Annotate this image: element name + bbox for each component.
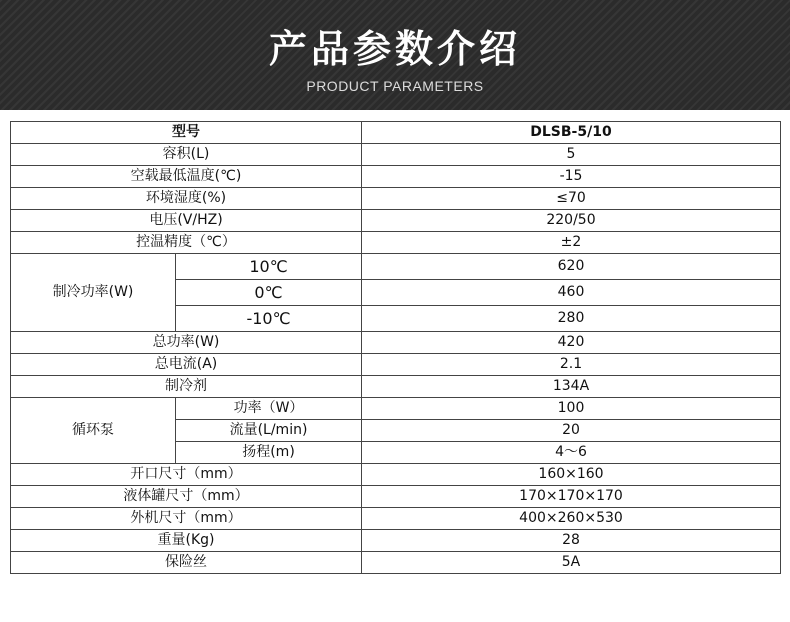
table-row (11, 166, 781, 188)
row-label: 液体罐尺寸（mm） (11, 486, 362, 508)
table-row (11, 210, 781, 232)
row-value: 170×170×170 (362, 486, 781, 508)
table-row (11, 486, 781, 508)
row-label: 空载最低温度(℃) (11, 166, 362, 188)
cooling-temp-label: 10℃ (176, 254, 362, 280)
row-value: 420 (362, 332, 781, 354)
row-value: ±2 (362, 232, 781, 254)
table-row (11, 552, 781, 574)
row-label: 控温精度（℃） (11, 232, 362, 254)
parameters-table (10, 121, 781, 574)
row-label: 重量(Kg) (11, 530, 362, 552)
row-label: 保险丝 (11, 552, 362, 574)
row-value: 5 (362, 144, 781, 166)
table-row (11, 398, 781, 420)
model-value: DLSB-5/10 (362, 122, 781, 144)
pump-param-value: 100 (362, 398, 781, 420)
table-row (11, 508, 781, 530)
cooling-temp-label: -10℃ (176, 306, 362, 332)
pump-param-value: 20 (362, 420, 781, 442)
row-value: -15 (362, 166, 781, 188)
row-label: 开口尺寸（mm） (11, 464, 362, 486)
table-row (11, 376, 781, 398)
pump-param-value: 4～6 (362, 442, 781, 464)
row-label: 容积(L) (11, 144, 362, 166)
pump-param-label: 扬程(m) (176, 442, 362, 464)
table-row (11, 464, 781, 486)
table-row (11, 122, 781, 144)
model-label: 型号 (11, 122, 362, 144)
cooling-temp-label: 0℃ (176, 280, 362, 306)
pump-label: 循环泵 (11, 398, 176, 464)
row-value: 2.1 (362, 354, 781, 376)
table-row (11, 254, 781, 280)
row-label: 总电流(A) (11, 354, 362, 376)
row-label: 外机尺寸（mm） (11, 508, 362, 530)
table-row (11, 144, 781, 166)
page-title: 产品参数介绍 (268, 27, 521, 71)
row-value: 134A (362, 376, 781, 398)
header-banner (0, 0, 790, 110)
table-row (11, 354, 781, 376)
table-row (11, 332, 781, 354)
row-label: 总功率(W) (11, 332, 362, 354)
table-row (11, 188, 781, 210)
pump-param-label: 流量(L/min) (176, 420, 362, 442)
cooling-power-label: 制冷功率(W) (11, 254, 176, 332)
cooling-power-value: 620 (362, 254, 781, 280)
table-row (11, 232, 781, 254)
row-label: 环境湿度(%) (11, 188, 362, 210)
row-label: 电压(V/HZ) (11, 210, 362, 232)
row-value: ≤70 (362, 188, 781, 210)
page-subtitle: PRODUCT PARAMETERS (306, 78, 484, 94)
table-row (11, 530, 781, 552)
cooling-power-value: 280 (362, 306, 781, 332)
row-value: 220/50 (362, 210, 781, 232)
row-value: 5A (362, 552, 781, 574)
row-value: 160×160 (362, 464, 781, 486)
pump-param-label: 功率（W） (176, 398, 362, 420)
cooling-power-value: 460 (362, 280, 781, 306)
row-label: 制冷剂 (11, 376, 362, 398)
row-value: 400×260×530 (362, 508, 781, 530)
row-value: 28 (362, 530, 781, 552)
